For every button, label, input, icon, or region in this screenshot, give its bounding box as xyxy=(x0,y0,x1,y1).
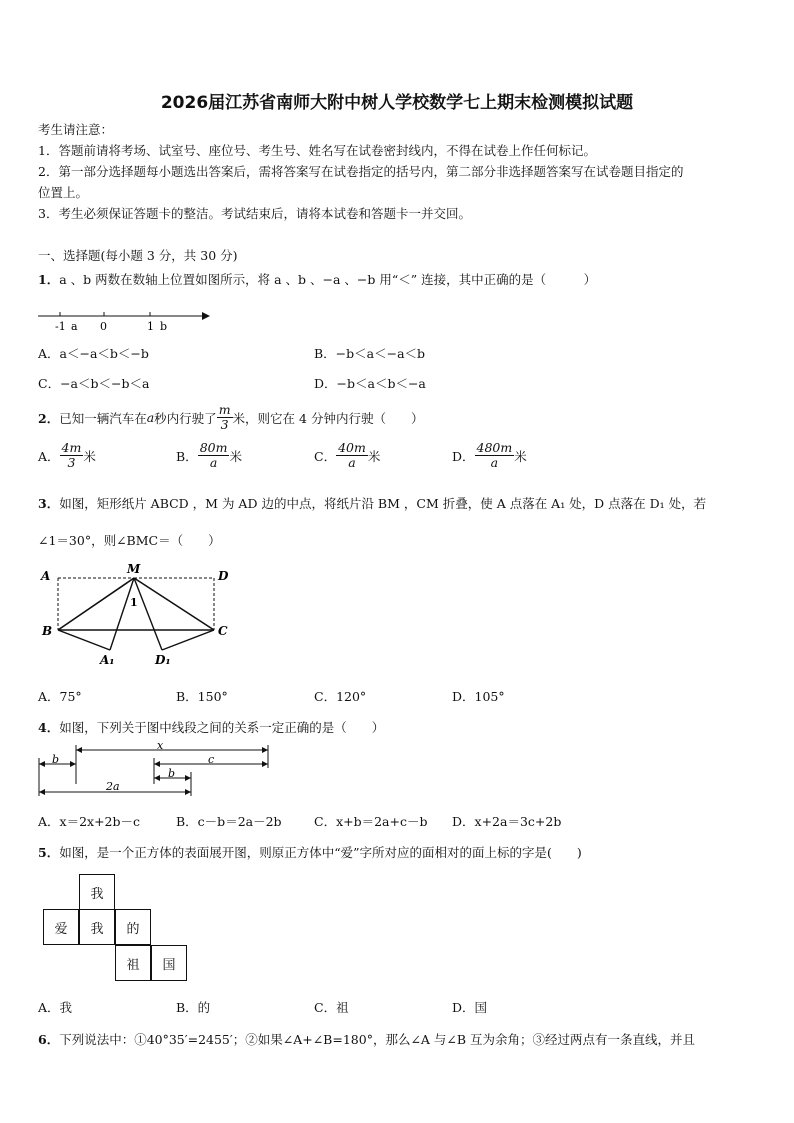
q5-option-d: D．国 xyxy=(452,1000,488,1015)
question-text: 如图，是一个正方体的表面展开图，则原正方体中“爱”字所对应的面相对的面上标的字是( ) xyxy=(59,845,582,860)
page-title: 2026届江苏省南师大附中树人学校数学七上期末检测模拟试题 xyxy=(160,93,634,113)
question-5 xyxy=(38,843,582,861)
q1-option-c: C．−a＜b＜−b＜a xyxy=(38,376,150,391)
q4-option-d: D．x+2a＝3c+2b xyxy=(452,814,562,829)
notice-item-2: 2．第一部分选择题每小题选出答案后，需将答案写在试卷指定的括号内，第二部分非选择题答案写在试卷题目指定的 xyxy=(38,164,684,179)
notice-item-1: 1．答题前请将考场、试室号、座位号、考生号、姓名写在试卷密封线内，不得在试卷上作任何标记。 xyxy=(38,143,596,158)
question-text-pre: 已知一辆汽车在 xyxy=(59,410,147,426)
number-line-figure xyxy=(36,304,216,340)
q2-option-d: D． $\frac{480m}{a}$ 米 xyxy=(452,440,527,471)
label-C: C xyxy=(218,624,228,638)
segment-figure xyxy=(36,740,276,800)
question-number: 5． xyxy=(38,845,60,860)
rectangle-fold-figure xyxy=(38,562,238,674)
q3-option-b: B．150° xyxy=(176,689,228,704)
question-number: 2． xyxy=(38,410,60,426)
label-A1: A₁ xyxy=(100,653,115,667)
q4-option-a: A．x＝2x+2b－c xyxy=(38,814,141,829)
axis-label-a: a xyxy=(71,320,78,333)
question-number: 4． xyxy=(38,720,60,735)
label-b-left: b xyxy=(52,753,60,766)
cube-face-middle: 我 xyxy=(79,909,115,945)
question-text: a 、b 两数在数轴上位置如图所示，将 a 、b 、−a 、−b 用“＜” 连接，其中正确的是（ ） xyxy=(59,272,597,287)
fraction: $\frac{m}{3}$ xyxy=(218,402,231,433)
q1-option-b: B．−b＜a＜−a＜b xyxy=(314,346,426,361)
cube-face-zu: 祖 xyxy=(115,945,151,981)
question-text: 如图，矩形纸片 ABCD ，M 为 AD 边的中点，将纸片沿 BM ，CM 折叠，使 A 点落在 A₁ 处，D 点落在 D₁ 处，若 xyxy=(59,496,707,511)
cube-face-top: 我 xyxy=(79,874,115,910)
question-number: 3． xyxy=(38,496,60,511)
q5-option-b: B．的 xyxy=(176,1000,211,1015)
q3-option-d: D．105° xyxy=(452,689,505,704)
notice-item-2-cont: 位置上。 xyxy=(38,185,89,200)
q3-option-c: C．120° xyxy=(314,689,367,704)
axis-label-1: 1 xyxy=(147,320,154,333)
section-heading: 一、选择题(每小题 3 分，共 30 分) xyxy=(38,248,238,263)
label-A: A xyxy=(41,569,51,583)
question-number: 6． xyxy=(38,1032,60,1047)
question-text-mid: 秒内行驶了 xyxy=(154,410,217,426)
axis-label-neg1: -1 xyxy=(55,320,66,333)
cube-face-de: 的 xyxy=(115,909,151,945)
question-3 xyxy=(38,494,706,512)
q5-option-c: C．祖 xyxy=(314,1000,349,1015)
axis-label-0: 0 xyxy=(100,320,107,333)
question-text: 如图，下列关于图中线段之间的关系一定正确的是（ ） xyxy=(59,720,385,735)
label-c: c xyxy=(208,753,215,766)
question-2 xyxy=(38,403,423,433)
label-angle-1: 1 xyxy=(130,596,138,609)
label-b-right: b xyxy=(168,767,176,780)
cube-face-guo: 国 xyxy=(151,945,187,981)
label-x: x xyxy=(157,740,164,752)
q1-option-a: A．a＜−a＜b＜−b xyxy=(38,346,149,361)
label-D: D xyxy=(218,569,229,583)
label-2a: 2a xyxy=(106,780,120,793)
notice-heading: 考生请注意： xyxy=(38,122,114,137)
label-D1: D₁ xyxy=(155,653,171,667)
notice-item-3: 3．考生必须保证答题卡的整洁。考试结束后，请将本试卷和答题卡一并交回。 xyxy=(38,206,471,221)
q2-option-b: B． $\frac{80m}{a}$ 米 xyxy=(176,440,242,471)
question-6 xyxy=(38,1030,695,1048)
q1-option-d: D．−b＜a＜b＜−a xyxy=(314,376,426,391)
q4-option-c: C．x+b＝2a+c－b xyxy=(314,814,428,829)
q4-option-b: B．c－b＝2a－2b xyxy=(176,814,282,829)
question-text-post: 米，则它在 4 分钟内行驶（ ） xyxy=(232,410,424,426)
q2-option-c: C． $\frac{40m}{a}$ 米 xyxy=(314,440,381,471)
label-M: M xyxy=(127,562,141,576)
question-1 xyxy=(38,270,596,288)
q2-option-a: A． $\frac{4m}{3}$ 米 xyxy=(38,440,96,471)
label-B: B xyxy=(42,624,53,638)
question-3-line2: ∠1＝30°，则∠BMC＝（ ） xyxy=(38,533,221,548)
question-4 xyxy=(38,718,384,736)
cube-face-love: 爱 xyxy=(43,909,79,945)
question-text: 下列说法中：①40°35′=2455′；②如果∠A+∠B=180°，那么∠A 与∠B 互为余角；③经过两点有一条直线，并且 xyxy=(59,1032,696,1047)
q3-option-a: A．75° xyxy=(38,689,82,704)
question-number: 1． xyxy=(38,272,60,287)
variable-a: a xyxy=(146,410,155,426)
q5-option-a: A．我 xyxy=(38,1000,73,1015)
axis-label-b: b xyxy=(160,320,168,333)
